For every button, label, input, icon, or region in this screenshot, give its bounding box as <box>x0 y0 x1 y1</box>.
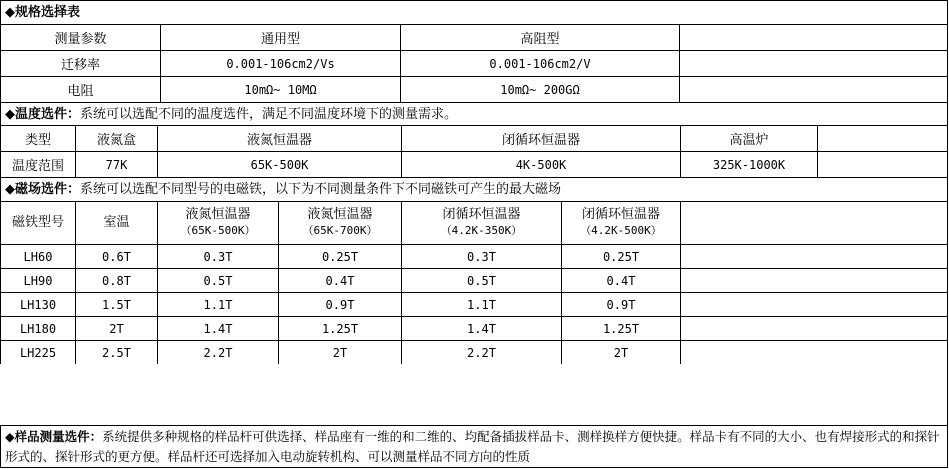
sample-section <box>0 425 948 468</box>
temp-header-cell: 液氮恒温器 <box>157 125 401 151</box>
spec-cell <box>679 76 948 102</box>
magnet-section-title: ◆磁场选件：系统可以选配不同型号的电磁铁，以下为不同测量条件下不同磁铁可产生的最大磁场 <box>0 177 948 201</box>
magnet-cell: 1.4T <box>401 316 561 340</box>
magnet-header-cell: 闭循环恒温器 （4.2K-500K） <box>561 201 680 244</box>
spec-row-resistance <box>0 76 948 102</box>
magnet-cell: 2.2T <box>157 340 278 364</box>
spec-cell: 0.001-106cm2/V <box>400 50 679 76</box>
temp-cell <box>817 151 948 177</box>
magnet-cell: 1.1T <box>157 292 278 316</box>
magnet-cell: 2.2T <box>401 340 561 364</box>
magnet-cell: 0.6T <box>75 244 157 268</box>
magnet-cell: 0.9T <box>561 292 680 316</box>
magnet-cell: 0.3T <box>401 244 561 268</box>
temp-cell: 77K <box>75 151 157 177</box>
magnet-header-cell <box>680 201 948 244</box>
spec-header-empty <box>679 24 948 50</box>
magnet-cell: 1.4T <box>157 316 278 340</box>
spec-section-title: ◆规格选择表 <box>0 0 948 24</box>
magnet-cell: LH180 <box>0 316 75 340</box>
magnet-cell: 2T <box>561 340 680 364</box>
magnet-cell: 0.25T <box>278 244 401 268</box>
magnet-cell: 0.4T <box>561 268 680 292</box>
spec-header-high-resistance: 高阻型 <box>400 24 679 50</box>
magnet-cell: 1.25T <box>278 316 401 340</box>
temp-cell: 65K-500K <box>157 151 401 177</box>
temp-header-cell: 类型 <box>0 125 75 151</box>
magnet-cell <box>680 340 948 364</box>
magnet-cell: 1.25T <box>561 316 680 340</box>
magnet-cell: 0.4T <box>278 268 401 292</box>
magnet-table-row <box>0 340 948 364</box>
magnet-header-cell: 液氮恒温器 （65K-500K） <box>157 201 278 244</box>
spec-header-general: 通用型 <box>160 24 400 50</box>
magnet-cell: 1.1T <box>401 292 561 316</box>
spec-cell: 0.001-106cm2/Vs <box>160 50 400 76</box>
magnet-header-cell: 液氮恒温器 （65K-700K） <box>278 201 401 244</box>
magnet-cell: 1.5T <box>75 292 157 316</box>
temp-header-row <box>0 125 948 151</box>
magnet-header-cell: 室温 <box>75 201 157 244</box>
magnet-header-cell: 闭循环恒温器 （4.2K-350K） <box>401 201 561 244</box>
temp-cell: 4K-500K <box>401 151 680 177</box>
magnet-cell: LH225 <box>0 340 75 364</box>
magnet-cell: LH130 <box>0 292 75 316</box>
magnet-cell: 2.5T <box>75 340 157 364</box>
spec-row-mobility <box>0 50 948 76</box>
spec-header-row <box>0 24 948 50</box>
magnet-cell: 2T <box>75 316 157 340</box>
sample-section-text: 系统提供多种规格的样品杆可供选择、样品座有一维的和二维的、均配备插拔样品卡、测样换样方便快捷。样品卡有不同的大小、也有焊接形式的和探针形式的、探针形式的更方便。样品杆还可选择加入电动旋转机构、可以测量样品不同方向的性质 <box>5 429 940 464</box>
spec-header-param: 测量参数 <box>0 24 160 50</box>
magnet-header-cell: 磁铁型号 <box>0 201 75 244</box>
temp-header-cell <box>817 125 948 151</box>
temp-header-cell: 液氮盒 <box>75 125 157 151</box>
magnet-cell <box>680 292 948 316</box>
spec-cell: 电阻 <box>0 76 160 102</box>
spec-cell: 迁移率 <box>0 50 160 76</box>
magnet-cell: 0.25T <box>561 244 680 268</box>
spec-cell <box>679 50 948 76</box>
temp-section-title: ◆温度选件：系统可以选配不同的温度选件，满足不同温度环境下的测量需求。 <box>0 102 948 125</box>
magnet-cell: 0.8T <box>75 268 157 292</box>
magnet-table-row <box>0 244 948 268</box>
magnet-table-row <box>0 316 948 340</box>
temp-cell: 温度范围 <box>0 151 75 177</box>
magnet-cell: LH90 <box>0 268 75 292</box>
magnet-cell: 0.5T <box>157 268 278 292</box>
magnet-cell <box>680 316 948 340</box>
magnet-table-row <box>0 268 948 292</box>
magnet-cell: LH60 <box>0 244 75 268</box>
sample-section-title: ◆样品测量选件： <box>5 429 103 444</box>
magnet-header-row <box>0 201 948 244</box>
temp-header-cell: 高温炉 <box>680 125 817 151</box>
magnet-cell: 2T <box>278 340 401 364</box>
magnet-table-row <box>0 292 948 316</box>
magnet-cell: 0.5T <box>401 268 561 292</box>
magnet-cell: 0.9T <box>278 292 401 316</box>
spec-cell: 10mΩ~ 10MΩ <box>160 76 400 102</box>
temp-header-cell: 闭循环恒温器 <box>401 125 680 151</box>
magnet-cell: 0.3T <box>157 244 278 268</box>
temp-cell: 325K-1000K <box>680 151 817 177</box>
magnet-cell <box>680 268 948 292</box>
magnet-cell <box>680 244 948 268</box>
temp-range-row <box>0 151 948 177</box>
spec-cell: 10mΩ~ 200GΩ <box>400 76 679 102</box>
